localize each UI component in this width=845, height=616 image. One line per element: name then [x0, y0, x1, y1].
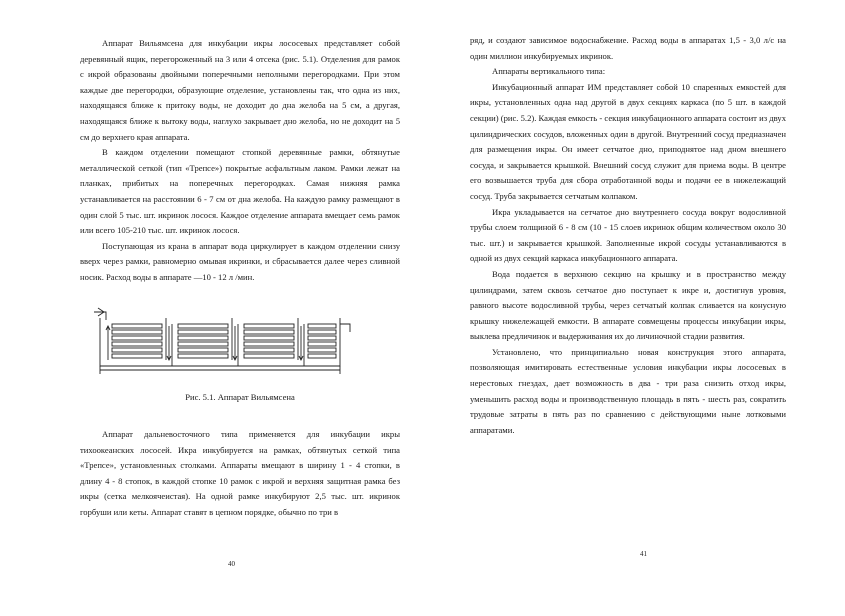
page-number: 40 — [228, 560, 235, 568]
figure-caption: Рис. 5.1. Аппарат Вильямсена — [185, 391, 295, 402]
paragraph: Вода подается в верхнюю секцию на крышку и в пространство между цилиндрами, затем сквозь сетчатое дно поступает к икре и, достигнув уровня, равного высоте водосливной трубы, через сетчатый колпак сливается на конусную крышку нижележащей емкости. В аппарате совмещены процессы инкубации икры, выклева предличинок и выдерживания их до личиночной стадии развития. — [470, 268, 786, 342]
paragraph: Поступающая из крана в аппарат вода циркулирует в каждом отделении снизу вверх через рамки, равномерно омывая икринки, и сбрасывается далее через сливной носик. Расход воды в аппарате —10 - 12 л /мин. — [80, 240, 400, 282]
right-text-column — [470, 33, 786, 438]
paragraph: Икра укладывается на сетчатое дно внутреннего сосуда вокруг водосливной трубы слоем толщиной 6 - 8 см (10 - 15 слоев икринок общим количеством около 30 тыс. шт.) и закрывается крышкой. Заполненные икрой сосуды устанавливаются в одной из двух секций каркаса инкубационного аппарата. — [470, 206, 786, 264]
figure-williamson-apparatus — [80, 304, 400, 382]
page-number: 41 — [640, 550, 647, 558]
left-page — [0, 0, 422, 616]
paragraph: Аппарат Вильямсена для инкубации икры лососевых представляет собой деревянный ящик, перегороженный на 3 или 4 отсека (рис. 5.1). Отделения для рамок с икрой образованы двойными поперечными неполными перегородками. При этом каждые две перегородки, образующие отделение, установлены так, что одна из них, находящаяся ближе к притоку воды, не доходит до дна желоба на 5 см, а другая, находящаяся ближе к вытоку воды, наглухо закрывает дно желоба, но не доходит на 5 см до верхнего края аппарата. — [80, 38, 400, 142]
paragraph: ряд, и создают зависимое водоснабжение. Расход воды в аппаратах 1,5 - 3,0 л/с на один миллион инкубируемых икринок. — [470, 35, 786, 61]
paragraph: Аппарат дальневосточного типа применяется для инкубации икры тихоокеанских лососей. Икра инкубируется на рамках, обтянутых сеткой типа «Трепсе», установленных столками. Аппараты вмещают в ширину 1 - 4 стопки, в длину 4 - 8 стопок, в каждой стопке 10 рамок с икрой и верхняя защитная рамка без икры (сетка мелкоячеистая). На одной рамке инкубируют 2,5 тыс. шт. икринок горбуши или кеты. Аппарат ставят в цепном порядке, обычно по три в — [80, 429, 400, 518]
left-text-column — [80, 36, 400, 521]
right-page — [422, 0, 845, 616]
apparatus-drawing — [92, 304, 352, 382]
paragraph: Инкубационный аппарат ИМ представляет собой 10 спаренных емкостей для икры, установленных одна над другой в двух секциях каркаса (по 5 шт. в каждой секции) (рис. 5.2). Каждая емкость - секция инкубационного аппарата состоит из двух цилиндрических сосудов, вложенных один в другой. Внутренний сосуд предназначен для размещения икры. Он имеет сетчатое дно, приподнятое над дном внешнего сосуда, и закрывается крышкой. Внешний сосуд служит для приема воды. В центре его возвышается труба для сбора отработанной воды и подачи ее в нижележащий сосуд. Труба закрывается сетчатым колпаком. — [470, 81, 786, 201]
paragraph: В каждом отделении помещают стопкой деревянные рамки, обтянутые металлической сеткой (тип «Трепсе») покрытые асфальтным лаком. Рамки лежат на планках, прибитых на поперечных перегородках. Самая нижняя рамка устанавливается на расстоянии 6 - 7 см от дна желоба. На каждую рамку размещают в один слой 5 тыс. шт. икринок лосося. Каждое отделение аппарата вмещает семь рамок или всего 105-210 тыс. шт. икринок лосося. — [80, 147, 400, 236]
paragraph: Установлено, что принципиально новая конструкция этого аппарата, позволяющая имитировать естественные условия инкубации икры лососевых в нерестовых гнездах, дает возможность в два - три раза снизить отход икры, уменьшить расход воды и производственную площадь в пять - шесть раз, сократить трудовые затраты в пять раз по сравнению с действующими ныне лотковыми аппаратами. — [470, 346, 786, 435]
section-heading: Аппараты вертикального типа: — [492, 66, 606, 77]
